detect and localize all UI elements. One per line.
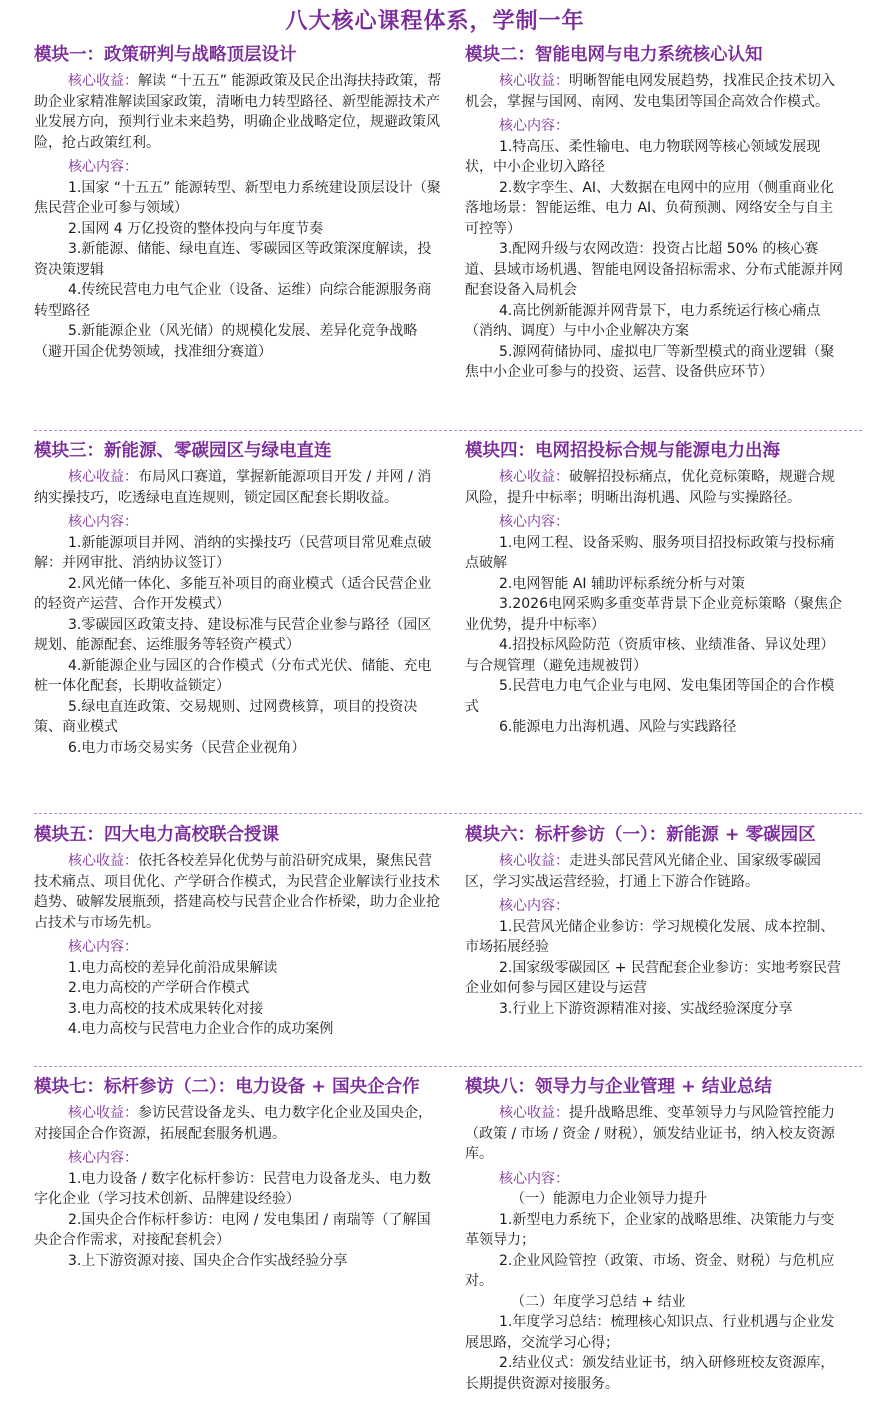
list-item: 1.国家 “十五五” 能源转型、新型电力系统建设顶层设计（聚焦民营企业可参与领域）	[34, 179, 441, 216]
module-4	[465, 440, 843, 738]
content-label: 核心内容：	[68, 159, 138, 175]
list-item: 2.风光储一体化、多能互补项目的商业模式（适合民营企业的轻资产运营、合作开发模式）	[34, 575, 432, 612]
module-6-benefit: 核心收益：走进头部民营风光储企业、国家级零碳园区，学习实战运营经验，打通上下游合作链路。	[465, 853, 821, 890]
list-item: 3.新能源、储能、绿电直连、零碳园区等政策深度解读，投资决策逻辑	[34, 241, 432, 278]
module-7-title: 模块七：标杆参访（二）：电力设备 + 国央企合作	[34, 1077, 420, 1097]
module-1	[34, 44, 444, 362]
module-2	[465, 44, 843, 383]
content-label: 核心内容：	[68, 514, 138, 530]
list-item: 3.上下游资源对接、国央企合作实战经验分享	[68, 1252, 348, 1269]
benefit-label: 核心收益：	[68, 853, 138, 869]
list-item: 3.配网升级与农网改造：投资占比超 50% 的核心赛道、县域市场机遇、智能电网设备招标需求、分布式能源并网配套设备入局机会	[465, 241, 843, 298]
module-8-title: 模块八：领导力与企业管理 + 结业总结	[465, 1077, 772, 1097]
benefit-label: 核心收益：	[68, 73, 138, 89]
page-title: 八大核心课程体系，学制一年	[285, 9, 585, 34]
list-item: 5.绿电直连政策、交易规则、过网费核算，项目的投资决策、商业模式	[34, 698, 418, 735]
module-1-title: 模块一：政策研判与战略顶层设计	[34, 45, 297, 65]
content-label: 核心内容：	[499, 898, 569, 914]
list-item: 1.电力高校的差异化前沿成果解读	[68, 959, 278, 976]
benefit-label: 核心收益：	[68, 469, 138, 485]
list-item: 1.新能源项目并网、消纳的实操技巧（民营项目常见难点破解：并网审批、消纳协议签订）	[34, 534, 432, 571]
list-item: 2.企业风险管控（政策、市场、资金、财税）与危机应对。	[465, 1252, 835, 1289]
list-item: 3.行业上下游资源精准对接、实战经验深度分享	[499, 1000, 793, 1017]
module-7	[34, 1076, 444, 1271]
list-item: 5.源网荷储协同、虚拟电厂等新型模式的商业逻辑（聚焦中小企业可参与的投资、运营、设备供应环节）	[465, 343, 835, 380]
module-4-benefit: 核心收益：破解招投标痛点，优化竞标策略，规避合规风险，提升中标率；明晰出海机遇、风险与实操路径。	[465, 469, 835, 506]
content-label: 核心内容：	[499, 1170, 569, 1187]
list-item: 2.数字孪生、AI、大数据在电网中的应用（侧重商业化落地场景：智能运维、电力 AI、负荷预测、网络安全与自主可控等）	[465, 179, 835, 237]
content-label: 核心内容：	[499, 118, 569, 134]
list-item: 1.年度学习总结：梳理核心知识点、行业机遇与企业发展思路，交流学习心得；	[465, 1314, 835, 1351]
list-item: 4.传统民营电力电气企业（设备、运维）向综合能源服务商转型路径	[34, 282, 432, 319]
list-item: 2.国央企合作标杆参访：电网 / 发电集团 / 南瑞等（了解国央企合作需求，对接配套机会）	[34, 1211, 431, 1248]
list-item: 1.电网工程、设备采购、服务项目招投标政策与投标痛点破解	[465, 534, 835, 571]
module-5-title: 模块五：四大电力高校联合授课	[34, 825, 279, 845]
module-5	[34, 824, 444, 1040]
benefit-label: 核心收益：	[499, 73, 569, 89]
module-6	[465, 824, 843, 1019]
list-item: 3.零碳园区政策支持、建设标准与民营企业参与路径（园区规划、能源配套、运维服务等轻资产模式）	[34, 616, 432, 653]
list-item: 1.特高压、柔性输电、电力物联网等核心领域发展现状，中小企业切入路径	[465, 138, 821, 175]
list-item: 2.电力高校的产学研合作模式	[68, 980, 250, 996]
section-divider	[34, 1066, 862, 1067]
list-item: 3.电力高校的技术成果转化对接	[68, 1000, 264, 1017]
list-item: 4.招投标风险防范（资质审核、业绩准备、异议处理）与合规管理（避免违规被罚）	[465, 637, 835, 674]
section-heading: （二）年度学习总结 + 结业	[511, 1293, 686, 1310]
module-8-benefit: 核心收益：提升战略思维、变革领导力与风险管控能力（政策 / 市场 / 资金 / 财税），颁发结业证书，纳入校友资源库。	[465, 1105, 835, 1162]
list-item: 1.新型电力系统下，企业家的战略思维、决策能力与变革领导力；	[465, 1211, 835, 1248]
list-item: 4.新能源企业与园区的合作模式（分布式光伏、储能、充电桩一体化配套，长期收益锁定）	[34, 657, 432, 694]
content-label: 核心内容：	[499, 514, 569, 530]
module-8	[465, 1076, 843, 1394]
content-label: 核心内容：	[68, 939, 138, 955]
list-item: 4.电力高校与民营电力企业合作的成功案例	[68, 1021, 334, 1037]
module-3	[34, 440, 444, 758]
list-item: 4.高比例新能源并网背景下，电力系统运行核心痛点（消纳、调度）与中小企业解决方案	[465, 302, 821, 339]
list-item: 6.能源电力出海机遇、风险与实践路径	[499, 719, 737, 735]
benefit-label: 核心收益：	[499, 469, 569, 485]
list-item: 2.电网智能 AI 辅助评标系统分析与对策	[499, 575, 745, 592]
list-item: 3.2026电网采购多重变革背景下企业竞标策略（聚焦企业优势，提升中标率）	[465, 596, 842, 633]
module-3-title: 模块三：新能源、零碳园区与绿电直连	[34, 441, 332, 461]
list-item: 5.民营电力电气企业与电网、发电集团等国企的合作模式	[465, 678, 835, 715]
list-item: 2.国网 4 万亿投资的整体投向与年度节奏	[68, 220, 324, 237]
list-item: 2.结业仪式：颁发结业证书，纳入研修班校友资源库，长期提供资源对接服务。	[465, 1355, 835, 1392]
module-2-title: 模块二：智能电网与电力系统核心认知	[465, 45, 763, 65]
list-item: 6.电力市场交易实务（民营企业视角）	[68, 739, 306, 756]
module-6-title: 模块六：标杆参访（一）：新能源 + 零碳园区	[465, 825, 816, 845]
module-1-benefit: 核心收益：解读 “十五五” 能源政策及民企出海扶持政策，帮助企业家精准解读国家政策，清晰电力转型路径、新型能源技术产业发展方向，预判行业未来趋势，明确企业战略定位，规避政策风险，抢占政策红利。	[34, 73, 442, 151]
module-5-benefit: 核心收益：依托各校差异化优势与前沿研究成果，聚焦民营技术痛点、项目优化、产学研合作模式，为民营企业解读行业技术趋势、破解发展瓶颈，搭建高校与民营企业合作桥梁，助力企业抢占技术与市场先机。	[34, 853, 440, 931]
module-3-benefit: 核心收益：布局风口赛道，掌握新能源项目开发 / 并网 / 消纳实操技巧，吃透绿电直连规则，锁定园区配套长期收益。	[34, 469, 432, 506]
benefit-label: 核心收益：	[499, 853, 569, 869]
module-2-benefit: 核心收益：明晰智能电网发展趋势，找准民企技术切入机会，掌握与国网、南网、发电集团等国企高效合作模式。	[465, 73, 835, 110]
section-divider	[34, 813, 862, 814]
list-item: 1.电力设备 / 数字化标杆参访：民营电力设备龙头、电力数字化企业（学习技术创新、品牌建设经验）	[34, 1170, 431, 1207]
list-item: 5.新能源企业（风光储）的规模化发展、差异化竞争战略（避开国企优势领域，找准细分赛道）	[34, 323, 418, 360]
section-heading: （一）能源电力企业领导力提升	[511, 1191, 707, 1207]
list-item: 2.国家级零碳园区 + 民营配套企业参访：实地考察民营企业如何参与园区建设与运营	[465, 959, 841, 996]
section-divider	[34, 430, 862, 431]
list-item: 1.民营风光储企业参访：学习规模化发展、成本控制、市场拓展经验	[465, 918, 835, 955]
content-label: 核心内容：	[68, 1150, 138, 1166]
benefit-label: 核心收益：	[499, 1105, 569, 1121]
benefit-label: 核心收益：	[68, 1105, 138, 1121]
module-4-title: 模块四：电网招投标合规与能源电力出海	[465, 441, 780, 461]
module-7-benefit: 核心收益：参访民营设备龙头、电力数字化企业及国央企，对接国企合作资源，拓展配套服务机遇。	[34, 1105, 432, 1142]
